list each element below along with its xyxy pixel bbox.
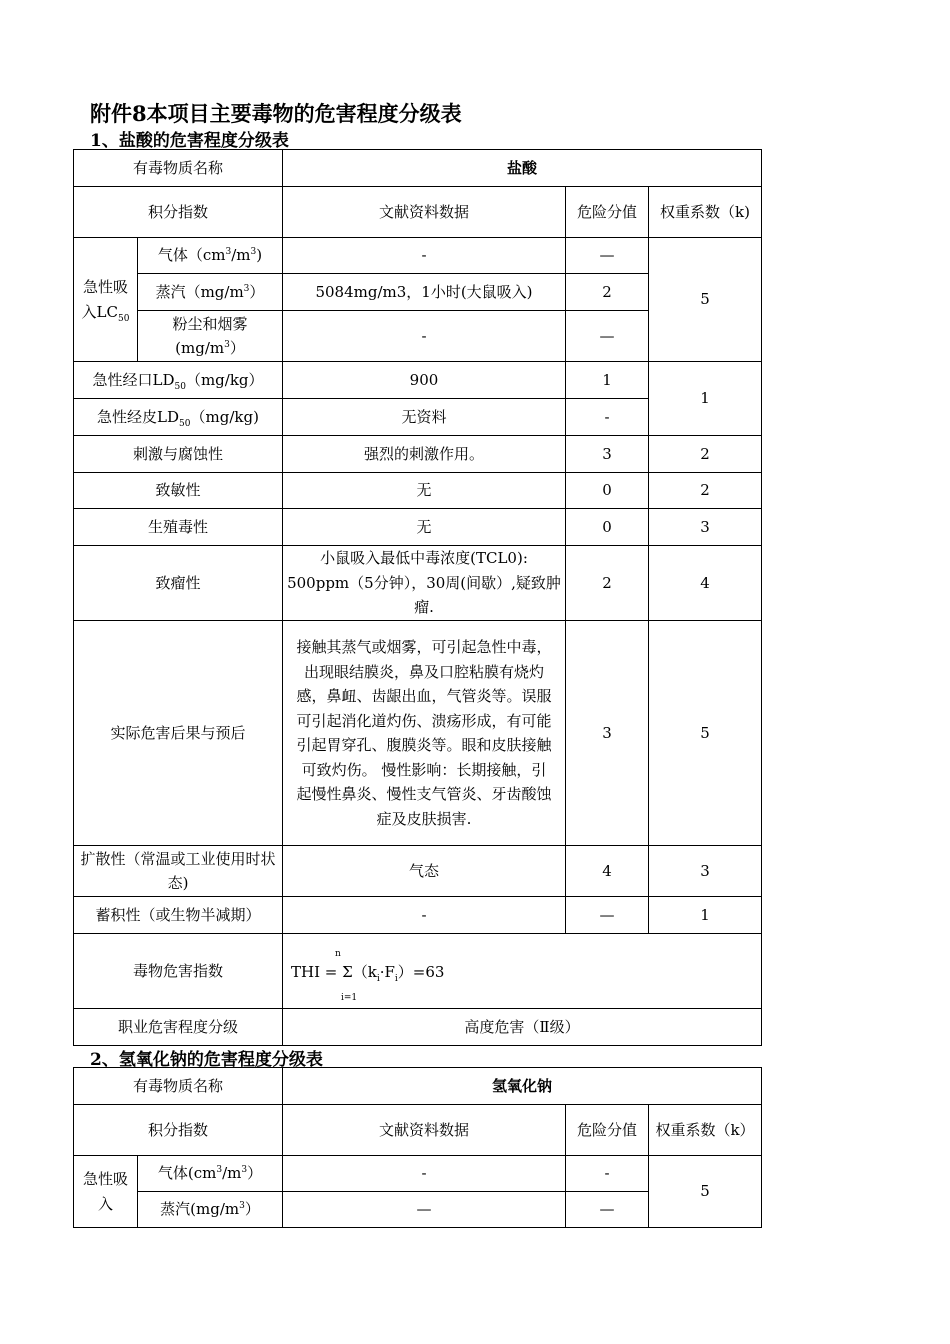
header-data: 文献资料数据 [283,1105,566,1156]
acute-inhalation-label: 急性吸入 [74,1156,138,1228]
vapor-score: — [566,1192,649,1228]
accumulation-label: 蓄积性（或生物半减期） [74,897,283,934]
irritation-label: 刺激与腐蚀性 [74,436,283,473]
vapor-data: — [283,1192,566,1228]
section-heading-2: 2、氢氧化钠的危害程度分级表 [90,1050,323,1070]
table-row [74,897,762,934]
table-row [74,1068,762,1105]
reproductive-score: 0 [566,509,649,546]
reproductive-weight: 3 [649,509,762,546]
substance-name: 盐酸 [283,150,762,187]
vapor-label: 蒸汽$(mg/m^3)$ [138,1192,283,1228]
vapor-label: 蒸汽$(mg/m^3)$ [138,274,283,311]
table-row [74,362,762,399]
sensitization-label: 致敏性 [74,473,283,509]
carcinogenicity-label: 致瘤性 [74,546,283,621]
dust-label: 粉尘和烟雾 $(mg/m^3)$ [138,311,283,362]
gas-label: 气体$(cm^3/m^3)$ [138,1156,283,1192]
table-row [74,187,762,238]
table-row [74,473,762,509]
table-row [74,846,762,897]
table-row [74,1105,762,1156]
substance-name: 氢氧化钠 [283,1068,762,1105]
diffusion-data: 气态 [283,846,566,897]
skin-score: - [566,399,649,436]
gas-data: - [283,238,566,274]
table-row [74,238,762,274]
table-row [74,1156,762,1192]
page-title: 附件8本项目主要毒物的危害程度分级表 [90,101,462,126]
header-index: 积分指数 [74,187,283,238]
thi-label: 毒物危害指数 [74,934,283,1009]
actual-hazard-label: 实际危害后果与预后 [74,621,283,846]
actual-hazard-score: 3 [566,621,649,846]
vapor-data: 5084mg/m3，1小时(大鼠吸入) [283,274,566,311]
dust-score: — [566,311,649,362]
table-row [74,150,762,187]
diffusion-label: 扩散性（常温或工业使用时状态) [74,846,283,897]
header-weight: 权重系数（k) [649,187,762,238]
diffusion-score: 4 [566,846,649,897]
carcinogenicity-weight: 4 [649,546,762,621]
hcl-hazard-table [73,149,762,1046]
table-row [74,621,762,846]
carcinogenicity-data: 小鼠吸入最低中毒浓度(TCL0): 500ppm（5分钟），30周(间歇）,疑致肿瘤. [283,546,566,621]
inhalation-weight: 5 [649,1156,762,1228]
sensitization-weight: 2 [649,473,762,509]
reproductive-data: 无 [283,509,566,546]
header-index: 积分指数 [74,1105,283,1156]
accumulation-weight: 1 [649,897,762,934]
oral-score: 1 [566,362,649,399]
acute-inhalation-label: 急性吸入$LC_{50}$ [74,238,138,362]
diffusion-weight: 3 [649,846,762,897]
thi-formula: n THI = $\Sigma(k_i\cdot F_i)=63$ i=1 [283,934,762,1009]
table-row [74,546,762,621]
actual-hazard-data: 接触其蒸气或烟雾，可引起急性中毒，出现眼结膜炎，鼻及口腔粘膜有烧灼感，鼻衄、齿龈出血，气管炎等。误服可引起消化道灼伤、溃疡形成，有可能引起胃穿孔、腹膜炎等。眼和皮肤接触可致灼伤。 慢性影响：长期接触，引起慢性鼻炎、慢性支气管炎、牙齿酸蚀症及皮肤损害. [283,621,566,846]
sensitization-data: 无 [283,473,566,509]
header-weight: 权重系数（k） [649,1105,762,1156]
gas-score: - [566,1156,649,1192]
irritation-data: 强烈的刺激作用。 [283,436,566,473]
irritation-weight: 2 [649,436,762,473]
sensitization-score: 0 [566,473,649,509]
oral-data: 900 [283,362,566,399]
header-data: 文献资料数据 [283,187,566,238]
carcinogenicity-score: 2 [566,546,649,621]
reproductive-label: 生殖毒性 [74,509,283,546]
naoh-hazard-table [73,1067,762,1228]
accumulation-data: - [283,897,566,934]
irritation-score: 3 [566,436,649,473]
oral-label: 急性经口$LD_{50}(mg/kg)$ [74,362,283,399]
header-substance-name: 有毒物质名称 [74,1068,283,1105]
skin-data: 无资料 [283,399,566,436]
gas-label: 气体$(cm^3/m^3)$ [138,238,283,274]
skin-label: 急性经皮$LD_{50}(mg/kg)$ [74,399,283,436]
section-heading-1: 1、盐酸的危害程度分级表 [90,131,289,151]
header-substance-name: 有毒物质名称 [74,150,283,187]
gas-data: - [283,1156,566,1192]
header-score: 危险分值 [566,1105,649,1156]
gas-score: — [566,238,649,274]
actual-hazard-weight: 5 [649,621,762,846]
table-row [74,509,762,546]
table-row [74,934,762,1009]
table-row [74,1009,762,1046]
dust-data: - [283,311,566,362]
inhalation-weight: 5 [649,238,762,362]
table-row [74,436,762,473]
accumulation-score: — [566,897,649,934]
ld-weight: 1 [649,362,762,436]
header-score: 危险分值 [566,187,649,238]
grade-value: 高度危害（Ⅱ级） [283,1009,762,1046]
grade-label: 职业危害程度分级 [74,1009,283,1046]
vapor-score: 2 [566,274,649,311]
